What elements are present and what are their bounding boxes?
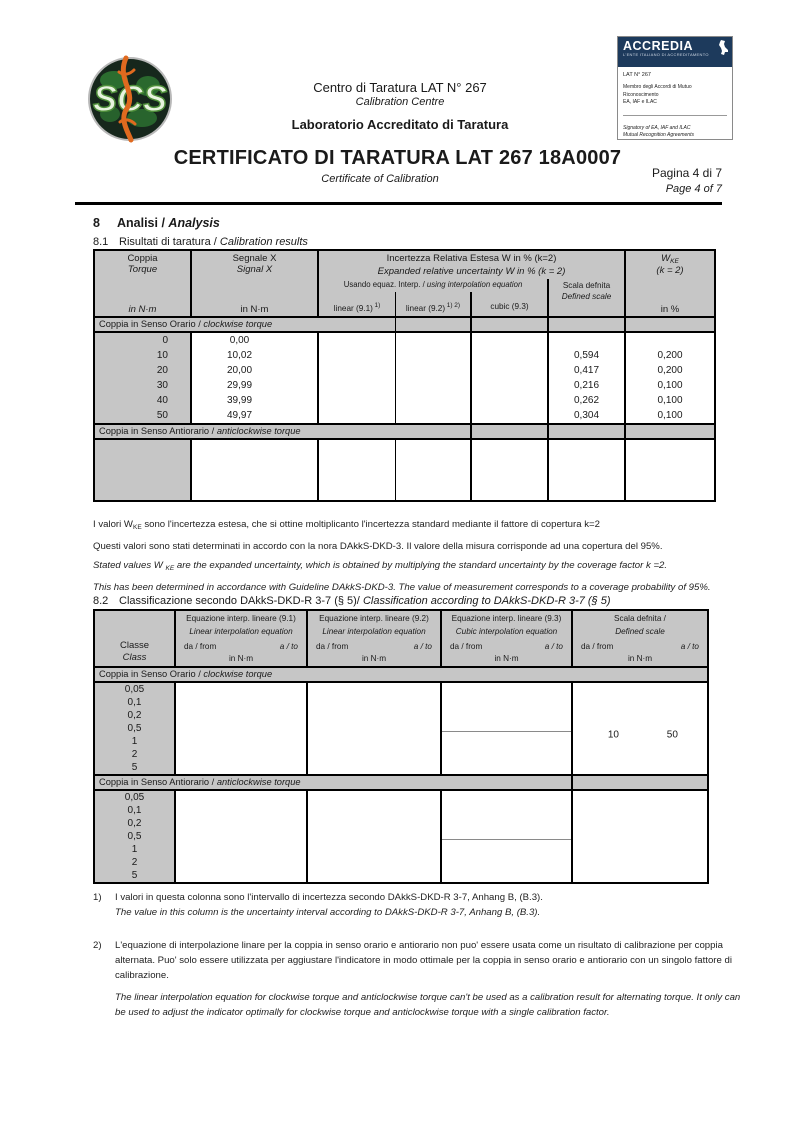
class-value: 0,05 (124, 792, 145, 803)
interpolation-subheader (319, 279, 549, 292)
torque-value: 40 (156, 395, 168, 406)
anticlockwise-class-band (95, 776, 707, 791)
unit-subheader: in N·m (442, 653, 573, 666)
band-spacer (472, 425, 549, 438)
wke-value: 0,100 (657, 395, 683, 406)
section-8-2-title-en: Classification according to DAkkS-DKD-R 3-7 (§ 5) (362, 595, 611, 607)
anticlockwise-band (95, 425, 714, 440)
defined-scale-82-it: Scala defnita / (614, 614, 666, 623)
wke-value: 0,100 (657, 380, 683, 391)
class-value: 5 (131, 762, 138, 773)
wke-value: 0,200 (657, 365, 683, 376)
clockwise-band-label (95, 318, 396, 331)
band-spacer (549, 318, 626, 331)
class-value: 0,2 (127, 710, 142, 721)
uncertainty-title-it: Incertezza Relativa Estesa W in % (k=2) (386, 253, 557, 264)
classification-table (93, 609, 709, 884)
cubic-93-header (472, 292, 549, 316)
linear-92-label: linear (9.2) (405, 304, 446, 313)
wke-unit: in % (660, 304, 680, 315)
anticlockwise-class-block (95, 791, 707, 882)
torque-column-header (95, 251, 192, 316)
wke-subscript: KE (670, 258, 679, 265)
torque-value: 0 (162, 335, 168, 346)
linear-92-footnote-marker: 1) 2) (446, 302, 461, 309)
class-label-en: Class (122, 652, 147, 663)
wke-column-header (626, 251, 714, 316)
linear-92-eq-it: Equazione interp. lineare (9.2) (319, 614, 429, 623)
linear-91-eq-it: Equazione interp. lineare (9.1) (186, 614, 296, 623)
class-value: 0,5 (127, 831, 142, 842)
scale-uncertainty-value (549, 333, 624, 348)
scale-uncertainty-value: 0,216 (573, 380, 600, 391)
defined-scale-it: Scala defnita (562, 281, 611, 290)
cubic-93-class-column (442, 683, 573, 774)
scale-uncertainty-value: 0,262 (573, 395, 600, 406)
section-8-title-en: Analysis (168, 216, 220, 230)
certificate-subtitle: Certificate of Calibration (321, 173, 439, 185)
anticlockwise-band-label (95, 425, 472, 438)
accredia-band (618, 37, 732, 67)
interpolation-subheader-it: Usando equaz. Interp. / (343, 280, 425, 289)
certificate-title: CERTIFICATO DI TARATURA LAT 267 18A0007 (173, 147, 622, 169)
scale-uncertainty-value: 0,417 (573, 365, 600, 376)
clockwise-band-it: Coppia in Senso Orario / (99, 319, 201, 329)
cubic-93-eq-header (442, 611, 573, 639)
note-3-pre: Stated values W (93, 560, 166, 571)
linear-92-header (396, 292, 472, 316)
band-spacer (626, 425, 714, 438)
anticlockwise-band-en: anticlockwise torque (216, 426, 301, 436)
note-line-3 (93, 556, 738, 578)
cubic-93-class-column (442, 791, 573, 882)
calibration-results-table (93, 249, 716, 502)
linear-92-values-column (396, 333, 472, 423)
band-spacer (549, 425, 626, 438)
torque-unit: in N·m (128, 304, 157, 315)
torque-value: 30 (156, 380, 168, 391)
footnote-2-it: L'equazione di interpolazione linare per la coppia in senso orario e antiorario non puo' essere usata come un risultato di calibrazione per coppia alternata. Puo' solo essere utilizzata per aggiustare l'indicatore in modo ottimale per la coppia in senso orario e antiorario con un singolo fattore di calibrazione. (115, 940, 732, 981)
footnote-1-it: I valori in questa colonna sono l'intervallo di incertezza secondo DAkkS-DKD-R 3-7, Anhang B, (B.3). (115, 892, 543, 903)
accredia-membership: Membro degli Accordi di Mutuo Riconoscimento EA, IAF e ILAC (623, 84, 727, 116)
class-values-column (95, 683, 176, 774)
defined-scale-en: Defined scale (561, 292, 612, 301)
note-line-4: This has been determined in accordance with Guideline DAkkS-DKD-3. The value of measurement corresponds to a coverage probability of 95%. (93, 582, 711, 593)
wke-value: 0,200 (657, 350, 683, 361)
range-subheader (176, 639, 308, 653)
da-from-label: da / from (184, 641, 217, 651)
section-8-2-heading (93, 595, 611, 607)
uncertainty-title-en: Expanded relative uncertainty W in % (k = 2) (377, 266, 566, 277)
clockwise-class-band-en: clockwise torque (203, 669, 273, 679)
da-from-label: da / from (450, 641, 483, 651)
a-to-label: a / to (544, 641, 563, 651)
defined-scale-from: 10 (607, 729, 619, 741)
linear-91-eq-en: Linear interpolation equation (189, 626, 293, 636)
linear-91-label: linear (9.1) (333, 304, 373, 313)
footnote-1 (93, 890, 741, 920)
range-subheader (573, 639, 707, 653)
torque-value: 10 (156, 350, 168, 361)
class-column-header (95, 611, 176, 666)
linear-91-values-column (319, 333, 396, 423)
empty-column (626, 440, 714, 500)
clockwise-class-band (95, 668, 707, 683)
section-8-1-heading (93, 236, 308, 248)
note-3-post: are the expanded uncertainty, which is obtained by multiplying the standard uncertainty by the coverage factor k =2. (174, 560, 668, 571)
defined-scale-to: 50 (666, 729, 678, 741)
wke-value: 0,100 (657, 410, 683, 421)
cell-divider (442, 839, 571, 840)
class-value: 0,1 (127, 697, 142, 708)
unit-subheader: in N·m (176, 653, 308, 666)
band-spacer (626, 318, 714, 331)
uncertainty-notes (93, 515, 738, 597)
da-from-label: da / from (581, 641, 614, 651)
uncertainty-group-header (319, 251, 626, 279)
class-value: 0,05 (124, 684, 145, 695)
band-spacer (396, 318, 472, 331)
svg-text:SCS: SCS (92, 78, 168, 119)
wke-value (626, 333, 714, 348)
signal-value: 0,00 (229, 335, 250, 346)
cell-divider (442, 731, 571, 732)
cubic-93-eq-en: Cubic interpolation equation (455, 626, 558, 636)
signal-label-en: Signal X (236, 264, 273, 275)
torque-value: 50 (156, 410, 168, 421)
wke-values-column (626, 333, 714, 423)
linear-91-header (319, 292, 396, 316)
signal-value: 29,99 (226, 380, 253, 391)
signal-label-it: Segnale X (232, 253, 277, 264)
da-from-label: da / from (316, 641, 349, 651)
note-line-2: Questi valori sono stati determinati in accordo con la nora DAkkS-DKD-3. Il valore della misura corrisponde ad una copertura del 95%. (93, 541, 663, 552)
band-spacer (472, 318, 549, 331)
scale-uncertainty-value: 0,304 (573, 410, 600, 421)
accredia-mark (617, 36, 733, 140)
anticlockwise-empty-block (95, 440, 714, 500)
accredia-signatory: Signatory of EA, IAF and ILAC Mutual Recognition Agreements (623, 124, 694, 139)
clockwise-class-band-it: Coppia in Senso Orario / (99, 669, 201, 679)
class-value: 5 (131, 870, 138, 881)
empty-torque-column (95, 440, 192, 500)
empty-column (472, 440, 549, 500)
section-8-2-title-it: Classificazione secondo DAkkS-DKD-R 3-7 (§ 5)/ (119, 595, 360, 607)
class-value: 1 (131, 844, 138, 855)
defined-scale-eq-header (573, 611, 707, 639)
centre-name-en: Calibration Centre (355, 96, 445, 109)
signal-value: 39,99 (226, 395, 253, 406)
linear-91-class-column (176, 791, 308, 882)
header-divider (75, 202, 722, 205)
class-value: 2 (131, 857, 138, 868)
page-number (652, 166, 722, 196)
accredia-details (618, 67, 732, 144)
class-value: 1 (131, 736, 138, 747)
a-to-label: a / to (413, 641, 432, 651)
class-values-column (95, 791, 176, 882)
classification-table-header (95, 611, 707, 668)
band-spacer (573, 776, 707, 789)
class-value: 0,1 (127, 805, 142, 816)
section-8-1-title-en: Calibration results (219, 236, 308, 248)
unit-subheader: in N·m (627, 654, 653, 663)
defined-scale-header (549, 279, 626, 316)
a-to-label: a / to (279, 641, 298, 651)
footnote-1-en: The value in this column is the uncertainty interval according to DAkkS-DKD-R 3-7, Anhang B, (B.3). (115, 907, 541, 918)
wke-symbol: W (661, 253, 671, 264)
scale-uncertainty-value: 0,594 (573, 350, 600, 361)
page-number-it: Pagina 4 di 7 (651, 166, 722, 180)
torque-values-column (95, 333, 192, 423)
footnote-2-marker: 2) (93, 940, 102, 951)
section-8-heading (93, 216, 220, 230)
scs-logo (86, 54, 174, 144)
cubic-93-label: cubic (9.3) (490, 302, 529, 311)
anticlockwise-class-band-en: anticlockwise torque (216, 777, 301, 787)
linear-92-eq-en: Linear interpolation equation (322, 626, 426, 636)
clockwise-class-band-label (95, 668, 707, 681)
defined-scale-class-column (573, 683, 707, 774)
signal-unit: in N·m (240, 304, 269, 315)
section-8-title-it: Analisi / (117, 216, 165, 230)
note-line-1 (93, 515, 738, 537)
linear-92-class-column (308, 791, 442, 882)
torque-label-en: Torque (127, 264, 158, 275)
note-1-post: sono l'incertezza estesa, che si ottine moltiplicanto l'incertezza standard mediante il fattore di copertura k=2 (141, 519, 600, 530)
defined-scale-class-column (573, 791, 707, 882)
scs-logo-graphic (86, 54, 174, 144)
signal-value: 20,00 (226, 365, 253, 376)
section-8-2-number: 8.2 (93, 595, 109, 607)
class-label-it: Classe (119, 640, 150, 651)
footnote-1-marker: 1) (93, 892, 102, 903)
anticlockwise-band-it: Coppia in Senso Antiorario / (99, 426, 215, 436)
accredia-tagline: L'ENTE ITALIANO DI ACCREDITAMENTO (623, 52, 709, 57)
footnote-2-en: The linear interpolation equation for clockwise torque and anticlockwise torque can't be used as a calibration result for alternating torque. It only can be used to adjust the indicator optimally for clockwise torque and anticlockwise torque with a single calibration factor. (115, 992, 741, 1018)
linear-91-class-column (176, 683, 308, 774)
range-subheader (442, 639, 573, 653)
accredia-lat-number: LAT N° 267 (623, 72, 651, 78)
laboratory-title: Laboratorio Accreditato di Taratura (291, 117, 509, 132)
signal-value: 49,97 (226, 410, 253, 421)
note-1-pre: I valori W (93, 519, 133, 530)
note-3-sub: KE (165, 565, 175, 572)
clockwise-band-en: clockwise torque (203, 319, 273, 329)
wke-k-factor: (k = 2) (656, 265, 684, 276)
class-value: 0,5 (127, 723, 142, 734)
cubic-93-eq-it: Equazione interp. lineare (9.3) (451, 614, 562, 623)
torque-label-it: Coppia (127, 253, 158, 264)
empty-column (319, 440, 396, 500)
footnote-2 (93, 938, 745, 1020)
calibration-centre-header (230, 80, 570, 133)
linear-91-footnote-marker: 1) (374, 302, 381, 309)
note-1-sub: KE (132, 524, 142, 531)
anticlockwise-class-band-label (95, 776, 573, 789)
section-8-1-title-it: Risultati di taratura / (119, 236, 217, 248)
signal-value: 10,02 (226, 350, 253, 361)
clockwise-band (95, 318, 714, 333)
class-value: 0,2 (127, 818, 142, 829)
class-value: 2 (131, 749, 138, 760)
section-8-1-number: 8.1 (93, 236, 109, 248)
page-number-en: Page 4 of 7 (665, 182, 722, 195)
clockwise-data-block (95, 333, 714, 425)
accredia-brand: ACCREDIA (623, 39, 693, 53)
anticlockwise-class-band-it: Coppia in Senso Antiorario / (99, 777, 215, 787)
signal-column-header (192, 251, 319, 316)
empty-signal-column (192, 440, 319, 500)
defined-scale-values-column (549, 333, 626, 423)
section-8-number: 8 (93, 216, 100, 230)
signal-values-column (192, 333, 319, 423)
unit-subheader: in N·m (308, 653, 442, 666)
cubic-93-values-column (472, 333, 549, 423)
centre-name: Centro di Taratura LAT N° 267 (313, 80, 487, 95)
results-table-header (95, 251, 714, 318)
empty-column (549, 440, 626, 500)
torque-value: 20 (156, 365, 168, 376)
linear-92-class-column (308, 683, 442, 774)
italy-icon (718, 40, 729, 61)
clockwise-class-block (95, 683, 707, 776)
defined-scale-82-en: Defined scale (615, 626, 665, 636)
linear-91-eq-header (176, 611, 308, 639)
empty-column (396, 440, 472, 500)
interpolation-subheader-en: using interpolation equation (426, 280, 523, 289)
range-subheader (308, 639, 442, 653)
a-to-label: a / to (680, 641, 699, 651)
linear-92-eq-header (308, 611, 442, 639)
